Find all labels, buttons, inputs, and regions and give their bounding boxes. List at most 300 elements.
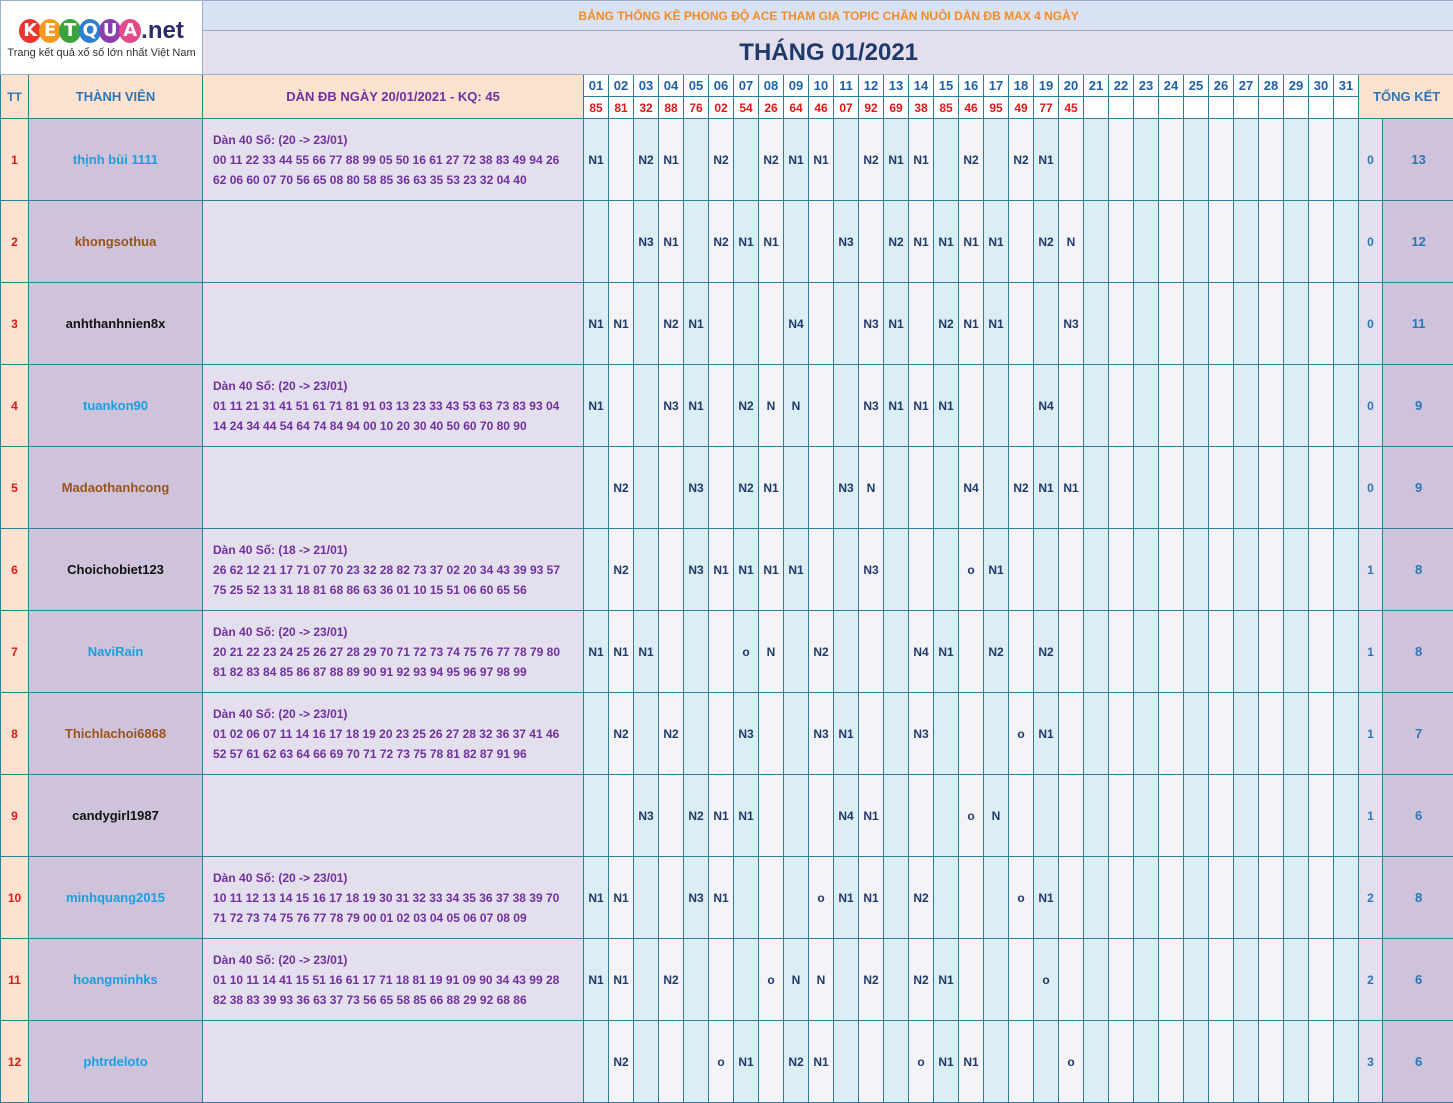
day-cell xyxy=(1184,119,1209,201)
day-cell xyxy=(784,775,809,857)
day-cell xyxy=(909,775,934,857)
day-cell xyxy=(1209,201,1234,283)
member-dan xyxy=(203,693,584,775)
day-cell: N3 xyxy=(859,283,884,365)
day-cell xyxy=(1084,529,1109,611)
row-number: 7 xyxy=(1,611,29,693)
day-cell xyxy=(634,693,659,775)
day-cell xyxy=(1234,447,1259,529)
day-cell: N2 xyxy=(934,283,959,365)
day-cell xyxy=(984,939,1009,1021)
day-cell xyxy=(984,119,1009,201)
day-cell xyxy=(584,693,609,775)
day-cell: N xyxy=(809,939,834,1021)
day-cell xyxy=(1234,611,1259,693)
day-cell xyxy=(884,1021,909,1103)
day-cell: N1 xyxy=(759,201,784,283)
member-name[interactable]: tuankon90 xyxy=(29,365,203,447)
day-cell xyxy=(1309,283,1334,365)
day-cell xyxy=(859,201,884,283)
member-name[interactable]: thịnh bùi 1111 xyxy=(29,119,203,201)
day-cell xyxy=(1259,611,1284,693)
day-cell: N1 xyxy=(734,529,759,611)
day-cell xyxy=(759,857,784,939)
total-score: 6 xyxy=(1383,775,1453,857)
day-cell xyxy=(1309,447,1334,529)
day-cell xyxy=(1334,201,1359,283)
day-cell: N3 xyxy=(684,529,709,611)
miss-count: 3 xyxy=(1359,1021,1383,1103)
day-cell xyxy=(1134,119,1159,201)
day-cell: N2 xyxy=(1009,119,1034,201)
day-result: 85 xyxy=(584,97,609,119)
day-cell xyxy=(1209,447,1234,529)
day-header: 17 xyxy=(984,75,1009,97)
day-cell xyxy=(759,1021,784,1103)
day-cell xyxy=(1209,283,1234,365)
day-cell xyxy=(1034,1021,1059,1103)
row-number: 12 xyxy=(1,1021,29,1103)
dan-line: 62 06 60 07 70 56 65 08 80 58 85 36 63 35 53 23 32 04 40 xyxy=(213,170,583,190)
day-cell: N xyxy=(759,365,784,447)
day-cell: N1 xyxy=(909,119,934,201)
day-cell xyxy=(1309,775,1334,857)
member-dan xyxy=(203,1021,584,1103)
day-cell xyxy=(1109,283,1134,365)
day-cell: N1 xyxy=(934,365,959,447)
day-cell xyxy=(1209,693,1234,775)
day-cell: N2 xyxy=(709,119,734,201)
day-cell xyxy=(634,283,659,365)
day-cell: N4 xyxy=(1034,365,1059,447)
member-name[interactable]: Madaothanhcong xyxy=(29,447,203,529)
day-cell xyxy=(1309,857,1334,939)
day-cell: N1 xyxy=(659,201,684,283)
day-cell xyxy=(1259,365,1284,447)
day-cell: N3 xyxy=(659,365,684,447)
day-cell xyxy=(1109,939,1134,1021)
day-cell xyxy=(1084,775,1109,857)
day-cell xyxy=(1009,1021,1034,1103)
dan-line: Dàn 40 Số: (20 -> 23/01) xyxy=(213,130,583,150)
day-cell xyxy=(1309,365,1334,447)
day-result: 26 xyxy=(759,97,784,119)
day-result: 92 xyxy=(859,97,884,119)
row-number: 5 xyxy=(1,447,29,529)
day-cell: o xyxy=(959,775,984,857)
day-cell: N1 xyxy=(759,529,784,611)
dan-line: 20 21 22 23 24 25 26 27 28 29 70 71 72 73 74 75 76 77 78 79 80 xyxy=(213,642,583,662)
day-cell: o xyxy=(709,1021,734,1103)
day-cell xyxy=(1234,939,1259,1021)
miss-count: 1 xyxy=(1359,693,1383,775)
day-cell xyxy=(1209,529,1234,611)
day-cell xyxy=(859,1021,884,1103)
day-cell: N1 xyxy=(834,857,859,939)
total-score: 8 xyxy=(1383,611,1453,693)
day-cell xyxy=(1334,693,1359,775)
day-cell xyxy=(634,529,659,611)
day-cell xyxy=(634,857,659,939)
day-cell: N1 xyxy=(1059,447,1084,529)
day-result: 02 xyxy=(709,97,734,119)
day-cell: N2 xyxy=(684,775,709,857)
day-cell xyxy=(1009,529,1034,611)
day-cell: N1 xyxy=(959,283,984,365)
day-cell xyxy=(1159,857,1184,939)
day-cell: N1 xyxy=(584,119,609,201)
day-result: 95 xyxy=(984,97,1009,119)
day-result: 54 xyxy=(734,97,759,119)
member-name[interactable]: anhthanhnien8x xyxy=(29,283,203,365)
day-cell xyxy=(1284,857,1309,939)
total-score: 8 xyxy=(1383,529,1453,611)
day-cell: N1 xyxy=(659,119,684,201)
day-cell xyxy=(1109,365,1134,447)
day-cell xyxy=(1209,611,1234,693)
day-cell xyxy=(1084,857,1109,939)
day-cell xyxy=(1334,447,1359,529)
day-cell xyxy=(1084,119,1109,201)
row-number: 2 xyxy=(1,201,29,283)
day-cell xyxy=(834,939,859,1021)
day-result: 85 xyxy=(934,97,959,119)
day-cell xyxy=(834,1021,859,1103)
day-cell: N2 xyxy=(709,201,734,283)
day-cell xyxy=(884,611,909,693)
day-cell: N1 xyxy=(859,857,884,939)
day-cell xyxy=(1184,283,1209,365)
logo-suffix: .net xyxy=(141,17,184,45)
day-cell xyxy=(584,775,609,857)
day-cell xyxy=(1209,939,1234,1021)
day-cell xyxy=(884,447,909,529)
dan-line: 52 57 61 62 63 64 66 69 70 71 72 73 75 78 81 82 87 91 96 xyxy=(213,744,583,764)
total-score: 13 xyxy=(1383,119,1453,201)
row-number: 3 xyxy=(1,283,29,365)
day-cell: N1 xyxy=(784,119,809,201)
member-dan xyxy=(203,775,584,857)
day-cell xyxy=(584,529,609,611)
day-cell xyxy=(1159,447,1184,529)
member-name[interactable]: Thichlachoi6868 xyxy=(29,693,203,775)
day-cell: N1 xyxy=(609,611,634,693)
day-cell xyxy=(1259,447,1284,529)
day-cell xyxy=(809,775,834,857)
member-name[interactable]: NaviRain xyxy=(29,611,203,693)
day-cell: N1 xyxy=(709,775,734,857)
day-cell xyxy=(1209,857,1234,939)
day-result: 76 xyxy=(684,97,709,119)
day-cell xyxy=(1334,775,1359,857)
table-row xyxy=(1,1021,1453,1103)
day-cell xyxy=(1334,611,1359,693)
day-cell xyxy=(1159,201,1184,283)
miss-count: 1 xyxy=(1359,611,1383,693)
day-cell: N2 xyxy=(959,119,984,201)
day-cell xyxy=(959,939,984,1021)
day-cell xyxy=(1084,283,1109,365)
day-cell xyxy=(959,693,984,775)
day-cell: o xyxy=(759,939,784,1021)
day-cell xyxy=(1184,939,1209,1021)
day-header: 31 xyxy=(1334,75,1359,97)
day-result: 45 xyxy=(1059,97,1084,119)
day-cell xyxy=(1159,529,1184,611)
member-name[interactable]: hoangminhks xyxy=(29,939,203,1021)
day-cell: N2 xyxy=(659,939,684,1021)
dan-line: 75 25 52 13 31 18 81 68 86 63 36 01 10 15 51 06 60 65 56 xyxy=(213,580,583,600)
day-cell xyxy=(1159,119,1184,201)
day-cell: N1 xyxy=(759,447,784,529)
day-cell xyxy=(784,611,809,693)
day-cell xyxy=(1084,1021,1109,1103)
member-name[interactable]: candygirl1987 xyxy=(29,775,203,857)
table-row xyxy=(1,119,1453,201)
day-cell: N2 xyxy=(609,529,634,611)
day-cell xyxy=(1159,365,1184,447)
dan-line: 82 38 83 39 93 36 63 37 73 56 65 58 85 66 88 29 92 68 86 xyxy=(213,990,583,1010)
miss-count: 1 xyxy=(1359,775,1383,857)
day-cell xyxy=(809,201,834,283)
day-cell xyxy=(984,365,1009,447)
day-cell: N1 xyxy=(959,1021,984,1103)
table-row xyxy=(1,939,1453,1021)
day-cell xyxy=(1134,939,1159,1021)
day-cell xyxy=(909,447,934,529)
day-header: 14 xyxy=(909,75,934,97)
day-result xyxy=(1234,97,1259,119)
day-cell xyxy=(709,939,734,1021)
day-cell: N2 xyxy=(759,119,784,201)
day-cell xyxy=(1234,529,1259,611)
member-dan xyxy=(203,283,584,365)
day-cell xyxy=(1234,857,1259,939)
day-cell xyxy=(1134,201,1159,283)
day-cell: N2 xyxy=(859,119,884,201)
day-cell: N1 xyxy=(709,529,734,611)
day-cell xyxy=(1259,1021,1284,1103)
day-header: 09 xyxy=(784,75,809,97)
miss-count: 2 xyxy=(1359,857,1383,939)
day-cell xyxy=(1009,201,1034,283)
header-dan: DÀN ĐB NGÀY 20/01/2021 - KQ: 45 xyxy=(203,75,584,119)
total-score: 8 xyxy=(1383,857,1453,939)
day-cell xyxy=(1084,447,1109,529)
day-cell: N2 xyxy=(984,611,1009,693)
day-cell xyxy=(1059,119,1084,201)
table-row xyxy=(1,365,1453,447)
day-cell: N2 xyxy=(734,447,759,529)
day-cell: N3 xyxy=(809,693,834,775)
day-cell xyxy=(1184,1021,1209,1103)
day-cell: N3 xyxy=(684,857,709,939)
day-cell: N1 xyxy=(734,1021,759,1103)
day-cell xyxy=(634,365,659,447)
day-cell xyxy=(1109,611,1134,693)
day-header: 05 xyxy=(684,75,709,97)
day-cell xyxy=(1334,529,1359,611)
day-cell xyxy=(1234,775,1259,857)
day-cell: N1 xyxy=(1034,693,1059,775)
dan-line: Dàn 40 Số: (20 -> 23/01) xyxy=(213,622,583,642)
day-cell xyxy=(584,201,609,283)
day-cell xyxy=(1284,939,1309,1021)
day-cell: N xyxy=(859,447,884,529)
day-cell: N1 xyxy=(934,1021,959,1103)
day-cell: o xyxy=(809,857,834,939)
day-header: 04 xyxy=(659,75,684,97)
member-dan xyxy=(203,119,584,201)
member-dan xyxy=(203,447,584,529)
day-result: 46 xyxy=(959,97,984,119)
header-total: TỔNG KẾT xyxy=(1359,75,1453,119)
day-result xyxy=(1109,97,1134,119)
day-cell: o xyxy=(959,529,984,611)
day-cell: N1 xyxy=(809,119,834,201)
day-cell xyxy=(1159,283,1184,365)
day-cell xyxy=(834,119,859,201)
day-cell: N3 xyxy=(684,447,709,529)
day-cell: N1 xyxy=(984,283,1009,365)
day-cell xyxy=(1259,693,1284,775)
day-cell xyxy=(1159,939,1184,1021)
day-header: 06 xyxy=(709,75,734,97)
day-cell xyxy=(1059,693,1084,775)
day-cell xyxy=(1009,775,1034,857)
logo-tagline: Trang kết quả xổ số lớn nhất Việt Nam xyxy=(7,47,195,59)
day-cell: N1 xyxy=(584,365,609,447)
day-cell: N3 xyxy=(634,775,659,857)
day-cell: N1 xyxy=(859,775,884,857)
day-cell xyxy=(1159,611,1184,693)
day-cell xyxy=(1109,119,1134,201)
day-cell: N4 xyxy=(784,283,809,365)
day-cell xyxy=(1309,1021,1334,1103)
day-result xyxy=(1209,97,1234,119)
day-cell xyxy=(1159,693,1184,775)
dan-line: 01 02 06 07 11 14 16 17 18 19 20 23 25 26 27 28 32 36 37 41 46 xyxy=(213,724,583,744)
day-cell xyxy=(634,939,659,1021)
day-cell xyxy=(834,365,859,447)
day-cell xyxy=(809,447,834,529)
total-score: 9 xyxy=(1383,365,1453,447)
day-header: 22 xyxy=(1109,75,1134,97)
day-cell xyxy=(759,693,784,775)
day-cell xyxy=(1109,857,1134,939)
day-cell xyxy=(1109,775,1134,857)
logo[interactable] xyxy=(1,1,203,75)
day-cell xyxy=(1184,365,1209,447)
day-cell xyxy=(859,693,884,775)
day-cell: N xyxy=(784,365,809,447)
day-cell xyxy=(1284,693,1309,775)
header-tt: TT xyxy=(1,75,29,119)
table-row xyxy=(1,529,1453,611)
day-cell xyxy=(709,283,734,365)
day-header: 15 xyxy=(934,75,959,97)
day-cell: N2 xyxy=(609,1021,634,1103)
day-cell xyxy=(1084,611,1109,693)
day-cell xyxy=(1284,529,1309,611)
miss-count: 0 xyxy=(1359,283,1383,365)
day-cell: o xyxy=(734,611,759,693)
day-cell xyxy=(1259,939,1284,1021)
day-cell: N xyxy=(759,611,784,693)
day-header: 02 xyxy=(609,75,634,97)
day-cell xyxy=(609,201,634,283)
month-title: THÁNG 01/2021 xyxy=(203,31,1453,75)
day-cell xyxy=(1309,201,1334,283)
day-cell xyxy=(609,365,634,447)
day-cell xyxy=(1284,365,1309,447)
day-header: 16 xyxy=(959,75,984,97)
dan-line: 81 82 83 84 85 86 87 88 89 90 91 92 93 94 95 96 97 98 99 xyxy=(213,662,583,682)
day-cell xyxy=(1334,365,1359,447)
day-cell xyxy=(1184,857,1209,939)
member-name[interactable]: phtrdeloto xyxy=(29,1021,203,1103)
day-header: 20 xyxy=(1059,75,1084,97)
day-cell xyxy=(934,447,959,529)
day-cell xyxy=(759,283,784,365)
day-cell: N2 xyxy=(609,447,634,529)
day-cell xyxy=(909,529,934,611)
day-cell: N1 xyxy=(834,693,859,775)
day-cell xyxy=(909,283,934,365)
day-cell: N1 xyxy=(684,283,709,365)
day-header: 21 xyxy=(1084,75,1109,97)
day-result: 88 xyxy=(659,97,684,119)
day-cell xyxy=(1184,201,1209,283)
day-cell: N1 xyxy=(709,857,734,939)
day-cell xyxy=(1134,529,1159,611)
day-cell xyxy=(1059,365,1084,447)
day-cell xyxy=(1134,611,1159,693)
day-cell xyxy=(984,1021,1009,1103)
day-header: 07 xyxy=(734,75,759,97)
dan-line: 14 24 34 44 54 64 74 84 94 00 10 20 30 40 50 60 70 80 90 xyxy=(213,416,583,436)
member-name[interactable]: minhquang2015 xyxy=(29,857,203,939)
day-cell xyxy=(1209,1021,1234,1103)
day-cell: N1 xyxy=(609,939,634,1021)
day-cell xyxy=(1134,283,1159,365)
day-cell xyxy=(884,529,909,611)
day-cell xyxy=(1309,119,1334,201)
day-cell: N3 xyxy=(859,529,884,611)
member-name[interactable]: khongsothua xyxy=(29,201,203,283)
miss-count: 0 xyxy=(1359,447,1383,529)
day-result: 32 xyxy=(634,97,659,119)
day-cell: N1 xyxy=(734,775,759,857)
member-name[interactable]: Choichobiet123 xyxy=(29,529,203,611)
day-cell: N2 xyxy=(1034,611,1059,693)
day-cell: N2 xyxy=(884,201,909,283)
day-cell xyxy=(1109,447,1134,529)
day-cell xyxy=(1284,447,1309,529)
day-cell xyxy=(1259,857,1284,939)
day-cell xyxy=(1259,283,1284,365)
day-cell xyxy=(1034,529,1059,611)
dan-line: 00 11 22 33 44 55 66 77 88 99 05 50 16 61 27 72 38 83 49 94 26 xyxy=(213,150,583,170)
day-cell xyxy=(709,611,734,693)
day-cell: o xyxy=(1059,1021,1084,1103)
day-cell xyxy=(859,611,884,693)
day-cell: N2 xyxy=(659,283,684,365)
day-cell: N2 xyxy=(634,119,659,201)
logo-wordmark xyxy=(19,17,184,45)
day-cell xyxy=(984,693,1009,775)
day-cell xyxy=(1184,447,1209,529)
